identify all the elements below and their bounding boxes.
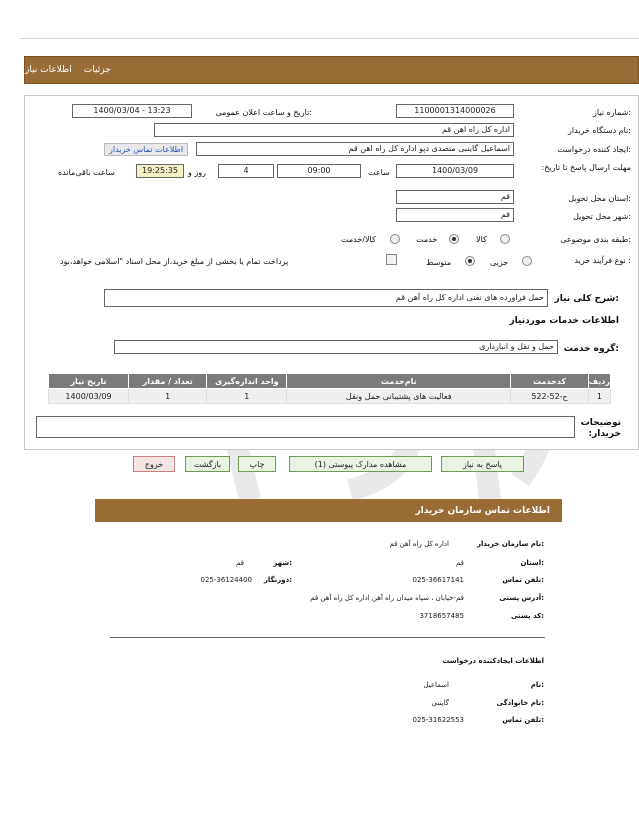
cell-row: 1 (588, 389, 610, 404)
creator-family-label: نام خانوادگی: (496, 699, 544, 707)
deadline-date-field: 1400/03/09 (396, 164, 514, 178)
remaining-label: ساعت باقی‌مانده (58, 168, 115, 177)
buyer-field: اداره کل راه اهن قم (154, 123, 514, 137)
desc-label: شرح کلی نیاز: (554, 294, 619, 304)
cell-code: ح-52-522 (511, 389, 588, 404)
col-name: نام‌خدمت (287, 374, 511, 389)
col-row: ردیف (588, 374, 610, 389)
contact-postal-value: 3718657485 (419, 612, 464, 620)
desc-field: حمل فراورده های نفتی اداره کل راه آهن قم (104, 289, 548, 307)
items-table (48, 373, 611, 404)
remaining-time-field: 19:25:35 (136, 164, 184, 178)
contact-fax-value: 025-36124400 (200, 576, 252, 584)
announce-field: 1400/03/04 - 13:23 (72, 104, 192, 118)
creator-name-value: اسماعیل (423, 681, 449, 689)
tab-details[interactable]: جزئیات (83, 65, 111, 75)
tab-need-info[interactable]: اطلاعات نیاز (25, 65, 72, 75)
back-button[interactable]: بازگشت (185, 456, 230, 472)
day-label: روز و (188, 168, 206, 177)
announce-label: تاریخ و ساعت اعلان عمومی: (215, 108, 312, 117)
contact-city-label: شهر: (273, 559, 292, 567)
creator-label: ایجاد کننده درخواست: (557, 145, 631, 154)
creator-name-label: نام: (530, 681, 544, 689)
creator-field: اسماعیل گاینبی متصدی دپو اداره کل راه اهن قم (196, 142, 514, 156)
cat-service-label: خدمت (416, 235, 438, 244)
contact-address-label: آدرس پستی: (499, 594, 544, 602)
cell-name: فعالیت های پشتیبانی حمل ونقل (287, 389, 511, 404)
items-table-header (49, 374, 611, 389)
col-code: کدخدمت (511, 374, 588, 389)
buyer-contact-link[interactable]: اطلاعات تماس خریدار (104, 143, 188, 156)
proc-medium-radio[interactable] (465, 256, 475, 266)
province-field: قم (396, 190, 514, 204)
province-label: استان محل تحویل: (568, 194, 631, 203)
contact-address-value: قم-خیابان ، سپاه میدان راه آهن اداره کل راه آهن قم (310, 594, 464, 602)
cell-date: 1400/03/09 (49, 389, 129, 404)
print-button[interactable]: چاپ (238, 456, 276, 472)
time-label: ساعت (368, 168, 390, 177)
contact-separator (110, 637, 545, 638)
city-label: شهر محل تحویل: (573, 212, 631, 221)
services-info-label: اطلاعات خدمات موردنیاز (509, 316, 619, 326)
notes-label: توضیحات خریدار: (580, 418, 621, 439)
payment-note: پرداخت تمام یا بخشی از مبلغ خرید،از محل اسناد "اسلامی خواهد،بود (60, 257, 289, 266)
contact-org-label: نام سازمان خریدار: (476, 540, 544, 548)
proc-medium-label: متوسط (426, 258, 452, 267)
creator-info-title: اطلاعات ایجادکننده درخواست (442, 657, 544, 665)
cat-goods-radio[interactable] (500, 234, 510, 244)
reply-button[interactable]: پاسخ به نیاز (441, 456, 524, 472)
attachments-button[interactable]: مشاهده مدارک پیوستی (1) (289, 456, 432, 472)
contact-org-value: اداره کل راه آهن قم (389, 540, 449, 548)
contact-phone-value: 025-36617141 (412, 576, 464, 584)
cat-goods-service-label: کالا/خدمت (341, 235, 376, 244)
city-field: قم (396, 208, 514, 222)
contact-phone-label: تلفن تماس: (502, 576, 544, 584)
exit-button[interactable]: خروج (133, 456, 175, 472)
contact-fax-label: دورنگار: (263, 576, 292, 584)
contact-province-label: استان: (520, 559, 544, 567)
deadline-time-field: 09:00 (277, 164, 361, 178)
cat-goods-label: کالا (476, 235, 487, 244)
creator-phone-value: 025-31622553 (412, 716, 464, 724)
table-row (49, 389, 611, 404)
category-label: طبقه بندی موضوعی: (560, 235, 631, 244)
need-number-field: 1100001314000026 (396, 104, 514, 118)
notes-field (36, 416, 575, 438)
deadline-label: مهلت ارسال پاسخ تا تاریخ: (541, 163, 631, 172)
cell-unit: 1 (207, 389, 287, 404)
service-group-field: حمل و نقل و انبارداری (114, 340, 558, 354)
col-date: تاریخ نیاز (49, 374, 129, 389)
process-label: نوع فرآیند خرید : (574, 256, 631, 265)
contact-header: اطلاعات تماس سازمان خریدار (95, 499, 562, 522)
buyer-label: نام دستگاه خریدار: (567, 126, 631, 135)
page-header (24, 56, 639, 84)
col-unit: واحد اندازه‌گیری (207, 374, 287, 389)
days-field: 4 (218, 164, 274, 178)
need-number-label: شماره نیاز: (592, 108, 631, 117)
contact-postal-label: کد پستی: (510, 612, 544, 620)
cat-goods-service-radio[interactable] (390, 234, 400, 244)
cat-service-radio[interactable] (449, 234, 459, 244)
contact-province-value: قم (455, 559, 464, 567)
creator-family-value: گاینبی (431, 699, 449, 707)
proc-small-radio[interactable] (522, 256, 532, 266)
top-divider (20, 38, 639, 39)
cell-qty: 1 (128, 389, 207, 404)
creator-phone-label: تلفن تماس: (502, 716, 544, 724)
payment-checkbox[interactable] (386, 254, 397, 265)
col-qty: تعداد / مقدار (128, 374, 207, 389)
service-group-label: گروه خدمت: (563, 344, 619, 354)
contact-city-value: قم (235, 559, 244, 567)
proc-small-label: جزیی (490, 258, 509, 267)
